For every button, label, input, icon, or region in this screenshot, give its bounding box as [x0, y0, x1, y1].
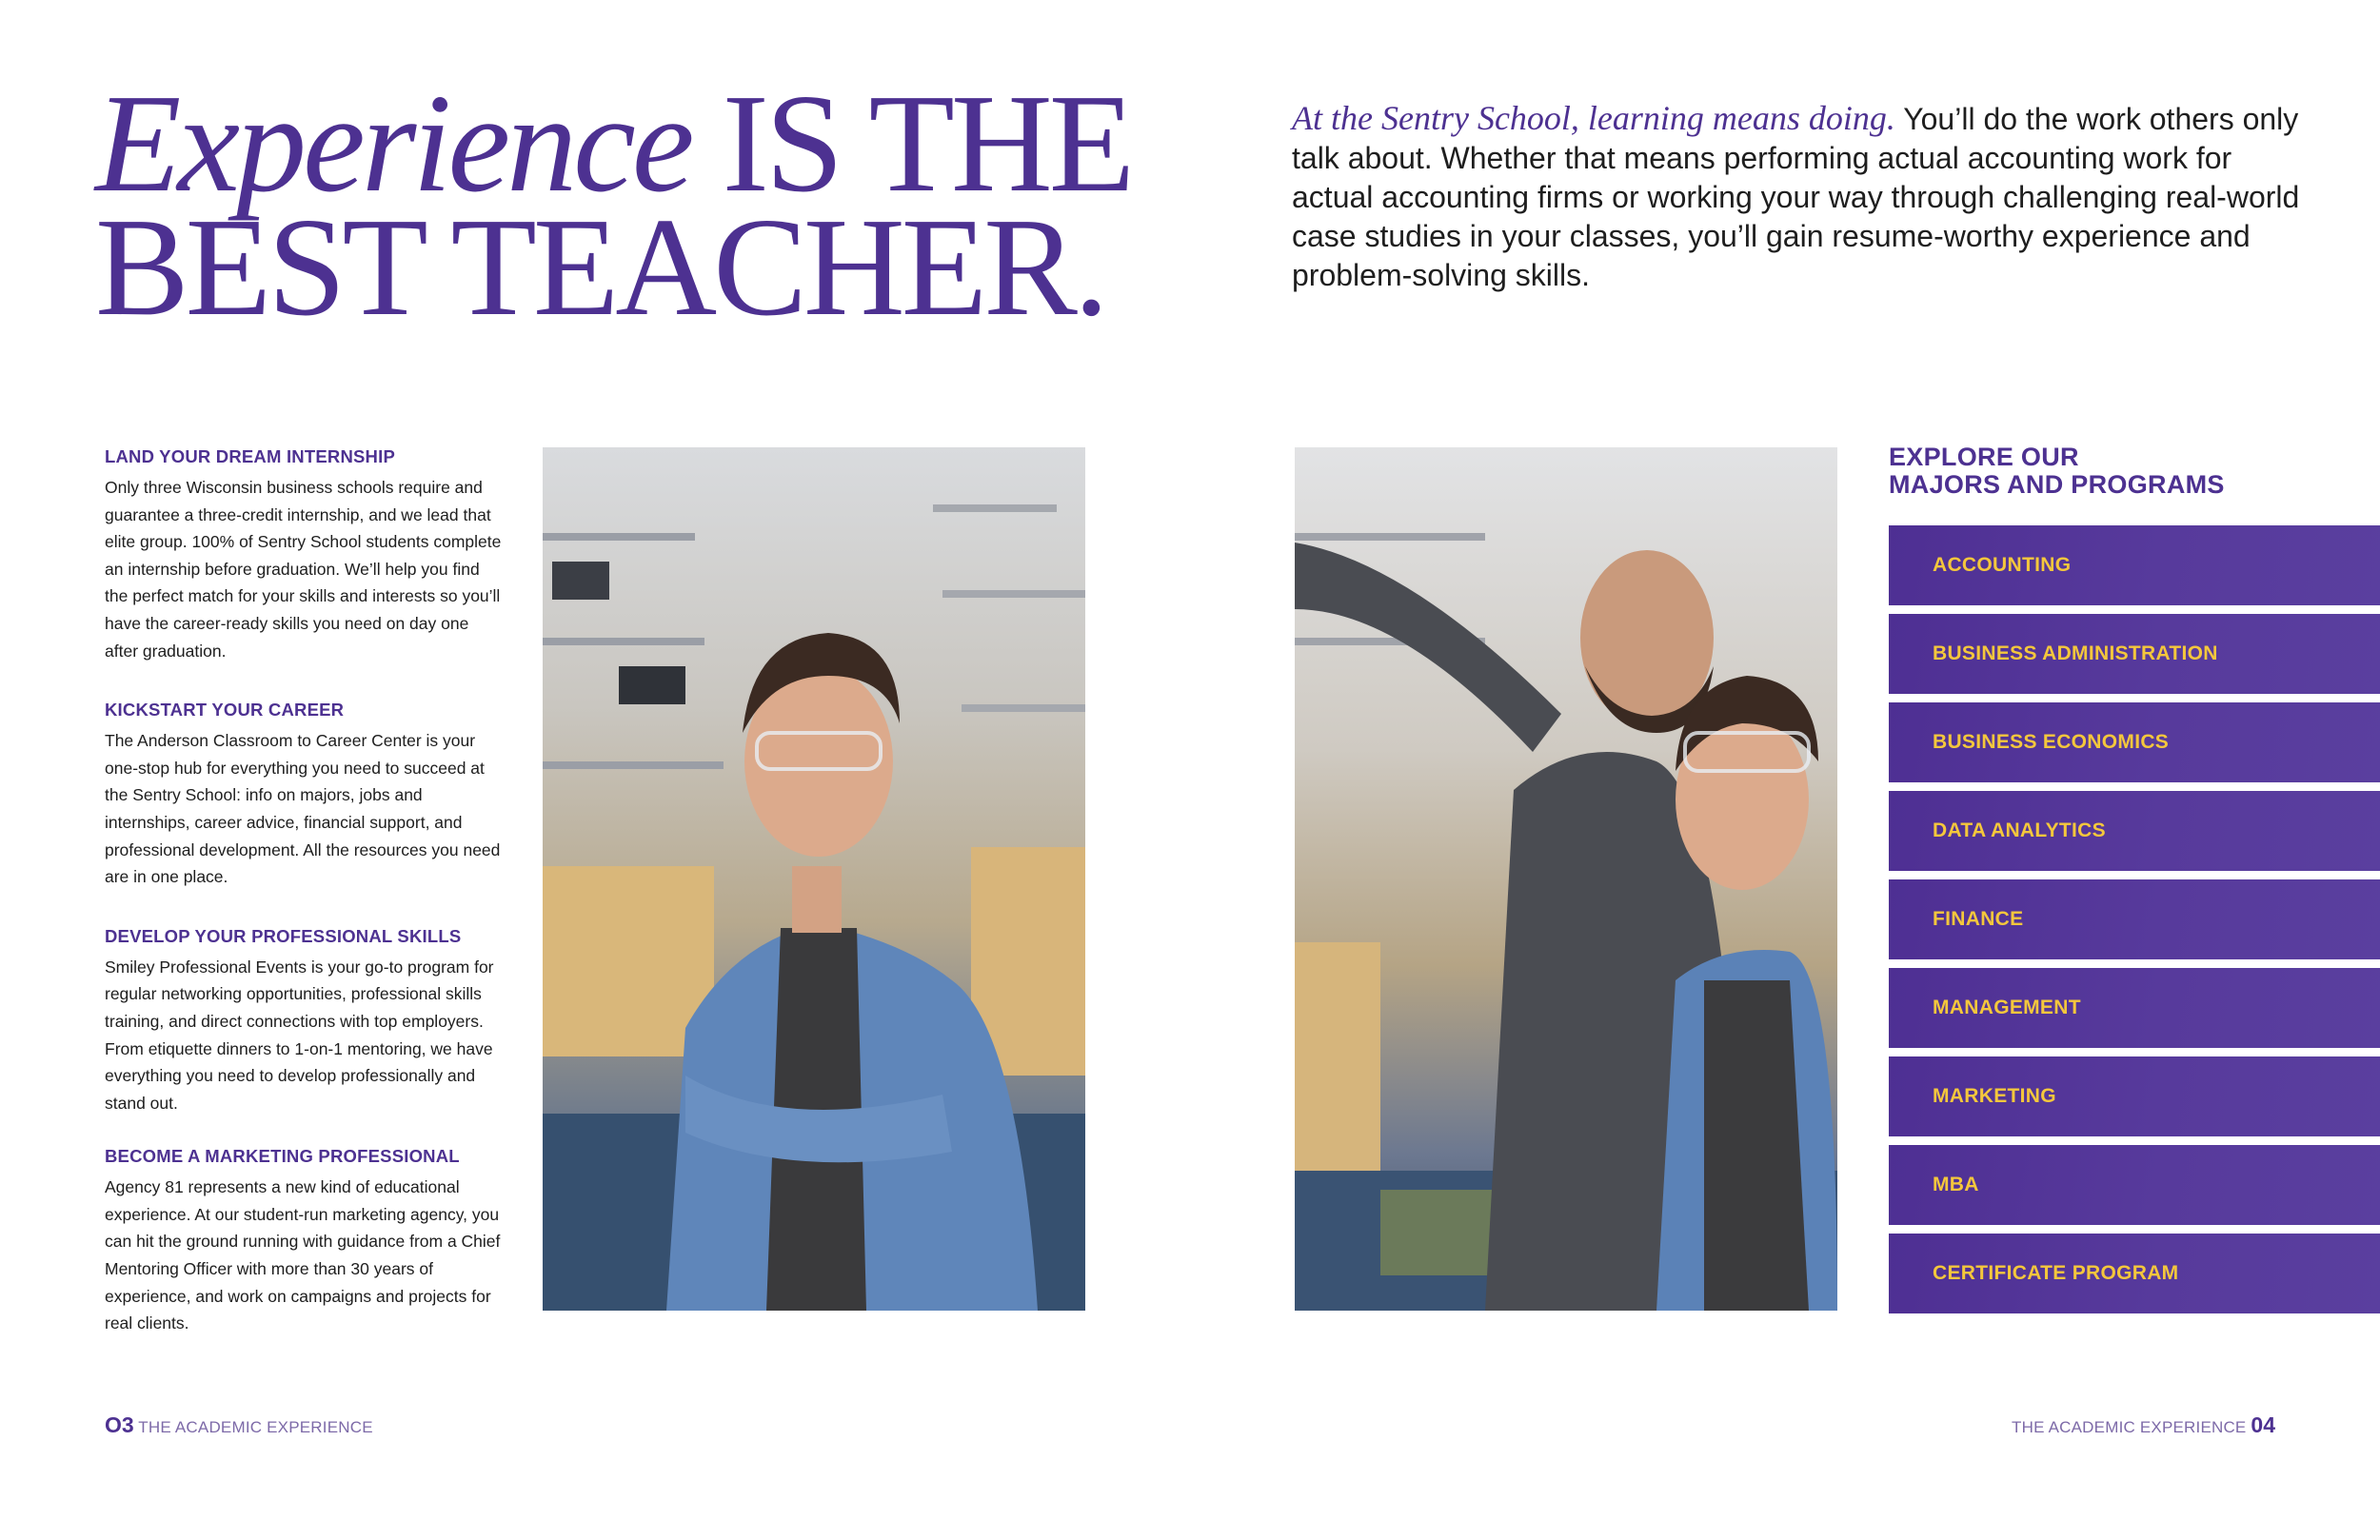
program-label: MBA: [1933, 1174, 1979, 1195]
program-marketing[interactable]: [1889, 1056, 2380, 1136]
section-body: Smiley Professional Events is your go-to program for regular networking opportunities, professional skills training, and direct connections with top employers. From etiquette dinners to 1-on-1 mentoring, we have everything you need to develop professionally and stand out.: [105, 957, 494, 1113]
headline-line-2: BEST TEACHER.: [95, 189, 1105, 346]
program-label: FINANCE: [1933, 908, 2024, 930]
section-internship: [105, 445, 505, 664]
section-heading: LAND YOUR DREAM INTERNSHIP: [105, 446, 395, 466]
program-label: MANAGEMENT: [1933, 997, 2081, 1018]
intro-paragraph: [1292, 99, 2301, 295]
program-finance[interactable]: [1889, 879, 2380, 959]
intro-body: You’ll do the work others only talk about. Whether that means performing actual accounting work for actual accounting firms or working your way through challenging real-world case studies in your classes, you’ll gain resume-worthy experience and problem-solving skills.: [1292, 102, 2300, 292]
program-label: BUSINESS ECONOMICS: [1933, 731, 2170, 753]
program-label: MARKETING: [1933, 1085, 2056, 1107]
program-management[interactable]: [1889, 968, 2380, 1048]
explore-heading-line-1: EXPLORE OUR: [1889, 443, 2079, 471]
section-heading: DEVELOP YOUR PROFESSIONAL SKILLS: [105, 925, 462, 946]
section-professional-skills: [105, 925, 505, 1117]
program-certificate[interactable]: [1889, 1234, 2380, 1313]
program-mba[interactable]: [1889, 1145, 2380, 1225]
student-lab-illustration: [543, 447, 1085, 1311]
explore-heading-line-2: MAJORS AND PROGRAMS: [1889, 470, 2225, 499]
program-label: CERTIFICATE PROGRAM: [1933, 1262, 2179, 1284]
section-heading: BECOME A MARKETING PROFESSIONAL: [105, 1146, 460, 1167]
program-business-economics[interactable]: [1889, 702, 2380, 782]
page-headline: [95, 66, 1180, 346]
page-number-left: O3: [105, 1412, 134, 1437]
section-marketing: [105, 1145, 505, 1337]
footer-right: [2012, 1412, 2275, 1438]
program-label: BUSINESS ADMINISTRATION: [1933, 642, 2218, 664]
intro-lead: At the Sentry School, learning means doing.: [1292, 99, 1895, 137]
section-career: [105, 699, 505, 891]
instructor-student-illustration: [1295, 447, 1837, 1311]
program-label: ACCOUNTING: [1933, 554, 2072, 576]
program-accounting[interactable]: [1889, 525, 2380, 605]
program-business-administration[interactable]: [1889, 614, 2380, 694]
section-body: The Anderson Classroom to Career Center is your one-stop hub for everything you need to succeed at the Sentry School: info on majors, jobs and internships, career advice, financial support, and professional development. All the resources you need are in one place.: [105, 731, 501, 887]
footer-left-label: THE ACADEMIC EXPERIENCE: [133, 1418, 373, 1436]
section-heading: KICKSTART YOUR CAREER: [105, 700, 345, 721]
program-data-analytics[interactable]: [1889, 791, 2380, 871]
explore-programs-heading: [1889, 444, 2346, 499]
footer-right-label: THE ACADEMIC EXPERIENCE: [2012, 1418, 2251, 1436]
page-number-right: 04: [2251, 1412, 2275, 1437]
program-label: DATA ANALYTICS: [1933, 819, 2106, 841]
headline-line-1: [95, 66, 1180, 222]
programs-list: [1889, 525, 2380, 1322]
section-body: Agency 81 represents a new kind of educational experience. At our student-run marketing agency, you can hit the ground running with guidance from a Chief Mentoring Officer with more than 30 years of experience, and work on campaigns and projects for real clients.: [105, 1177, 501, 1333]
footer-left: [105, 1412, 373, 1438]
headline-italic-word: Experience: [95, 66, 691, 222]
student-lab-photo: [543, 447, 1085, 1311]
feature-sections: [105, 445, 505, 1372]
section-body: Only three Wisconsin business schools require and guarantee a three-credit internship, and we lead that elite group. 100% of Sentry School students complete an internship before graduation. We’ll help you find the perfect match for your skills and interests so you’ll have the career-ready skills you need on day one after graduation.: [105, 478, 502, 661]
instructor-student-photo: [1295, 447, 1837, 1311]
headline-line-1-rest: IS THE: [690, 66, 1132, 222]
